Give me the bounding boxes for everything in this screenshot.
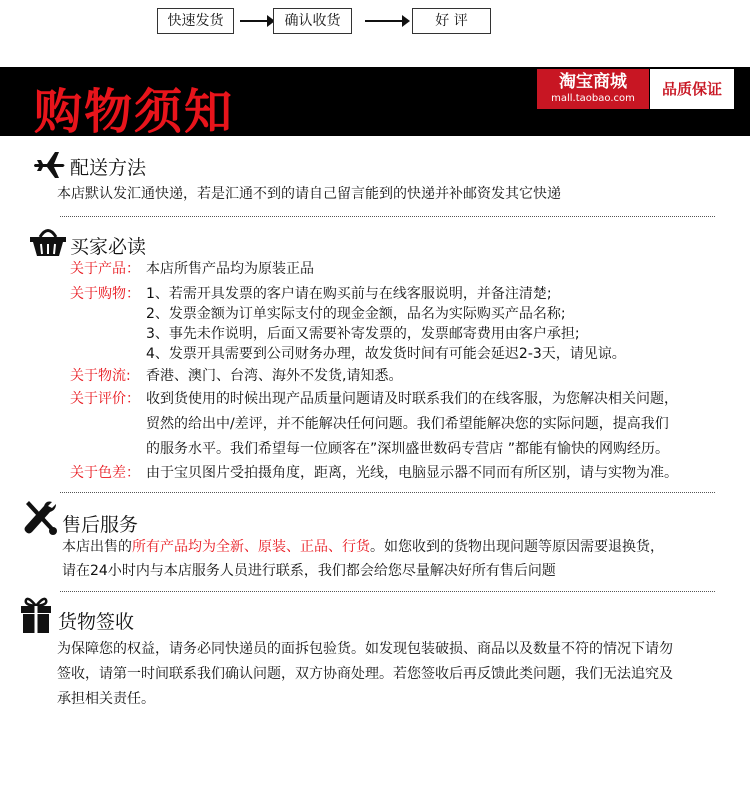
- divider: [60, 492, 715, 493]
- aftersales-highlight: 所有产品均为全新、原装、正品、行货: [132, 539, 370, 555]
- basket-icon: [28, 224, 68, 258]
- invoice-item: 3、事先未作说明，后面又需要补寄发票的，发票邮寄费用由客户承担;: [146, 326, 580, 342]
- banner-title: 购物须知: [34, 84, 235, 140]
- shipping-title: 配送方法: [70, 157, 147, 179]
- aftersales-suffix: 。如您收到的货物出现问题等原因需要退换货，: [370, 539, 664, 555]
- color-label: 关于色差：: [70, 465, 140, 481]
- receipt-line: 为保障您的权益，请务必同快递员的面拆包验货。如发现包装破损、商品以及数量不符的情况下请勿: [57, 641, 673, 657]
- review-label: 关于评价：: [70, 391, 140, 407]
- gift-icon: [20, 596, 52, 634]
- process-flow: [0, 8, 750, 38]
- receipt-title: 货物签收: [58, 611, 135, 633]
- invoice-item: 2、发票金额为订单实际支付的现金金额，品名为实际购买产品名称;: [146, 306, 566, 322]
- tmall-url: mall.taobao.com: [551, 93, 635, 104]
- invoice-item: 4、发票开具需要到公司财务办理，故发货时间有可能会延迟2-3天，请见谅。: [146, 346, 626, 362]
- aftersales-prefix: 本店出售的: [62, 539, 132, 555]
- shipping-text: 本店默认发汇通快递，若是汇通不到的请自己留言能到的快递并补邮资发其它快递: [57, 186, 561, 202]
- buyer-title: 买家必读: [70, 236, 147, 258]
- aftersales-line2: 请在24小时内与本店服务人员进行联系，我们都会给您尽量解决好所有售后问题: [62, 563, 556, 579]
- tmall-name: 淘宝商城: [559, 72, 627, 92]
- product-text: 本店所售产品均为原装正品: [146, 261, 314, 277]
- flow-step-confirm: 确认收货: [273, 8, 352, 34]
- tmall-logo: [537, 69, 649, 109]
- aftersales-title: 售后服务: [62, 514, 139, 536]
- airplane-icon: [33, 150, 67, 180]
- flow-arrow-icon: [365, 20, 403, 22]
- receipt-line: 承担相关责任。: [57, 691, 155, 707]
- invoice-label: 关于购物：: [70, 286, 140, 302]
- shopping-notice-banner: [0, 67, 750, 140]
- review-line: 的服务水平。我们希望每一位顾客在”深圳盛世数码专营店 ”都能有愉快的网购经历。: [146, 441, 669, 457]
- color-text: 由于宝贝图片受拍摄角度，距离，光线，电脑显示器不同而有所区别，请与实物为准。: [146, 465, 678, 481]
- review-line: 贸然的给出中/差评，并不能解决任何问题。我们希望能解决您的实际问题，提高我们: [146, 416, 669, 432]
- logistics-text: 香港、澳门、台湾、海外不发货,请知悉。: [146, 368, 403, 384]
- product-label: 关于产品：: [70, 261, 140, 277]
- logistics-label: 关于物流:: [70, 368, 131, 384]
- flow-step-ship: 快速发货: [157, 8, 234, 34]
- flow-step-review: 好 评: [412, 8, 491, 34]
- flow-arrow-icon: [240, 20, 268, 22]
- divider: [60, 216, 715, 217]
- receipt-line: 签收，请第一时间联系我们确认问题，双方协商处理。若您签收后再反馈此类问题，我们无法追究及: [57, 666, 673, 682]
- invoice-item: 1、若需开具发票的客户请在购买前与在线客服说明，并备注清楚;: [146, 286, 552, 302]
- review-line: 收到货使用的时候出现产品质量问题请及时联系我们的在线客服，为您解决相关问题，: [146, 391, 678, 407]
- quality-guarantee-badge: 品质保证: [650, 69, 734, 109]
- aftersales-line1: [62, 538, 664, 557]
- tools-icon: [20, 498, 60, 536]
- divider: [60, 591, 715, 592]
